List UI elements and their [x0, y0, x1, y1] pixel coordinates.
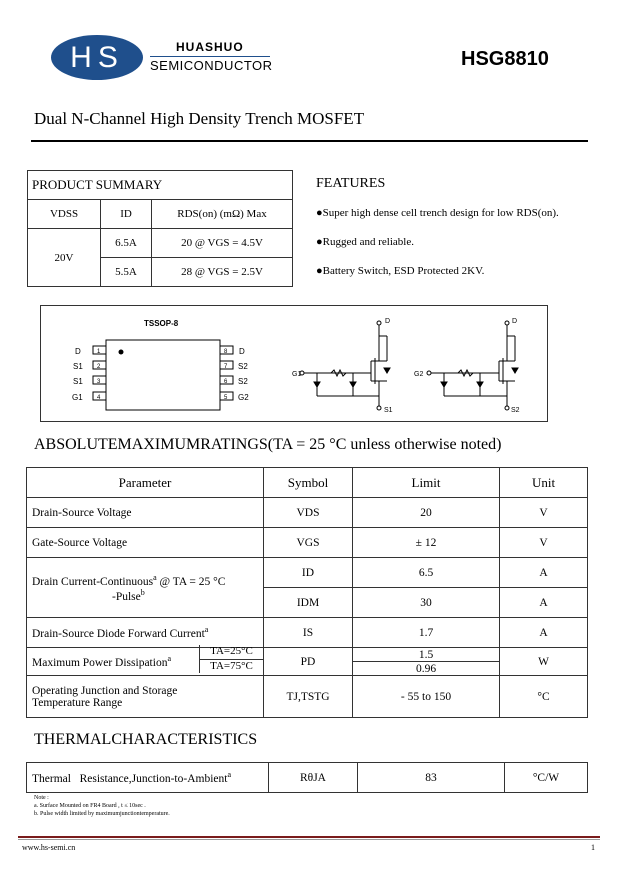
col-symbol: Symbol: [264, 468, 353, 498]
pin-num: 5: [224, 395, 228, 401]
limit-cell: 6.5: [353, 558, 500, 588]
limit-cell: 1.5: [353, 648, 500, 662]
param-cell: [27, 676, 264, 718]
product-summary-table: [27, 170, 293, 287]
unit-cell: V: [500, 528, 588, 558]
pin-label: S1: [73, 377, 83, 386]
note-a: a. Surface Mounted on FR4 Board , t ≤ 10sec .: [34, 803, 146, 809]
id-value: 6.5A: [101, 229, 152, 258]
pin1-dot: [119, 350, 124, 355]
pin-num: 2: [97, 364, 101, 370]
note-ref: a: [227, 770, 232, 780]
schem-label: S1: [384, 407, 393, 414]
symbol-cell: RθJA: [269, 763, 358, 793]
unit-cell: A: [500, 558, 588, 588]
symbol-cell: TJ,TSTG: [264, 676, 353, 718]
pin-num: 1: [97, 349, 101, 355]
param-cell: [27, 763, 269, 793]
schem-label: D: [512, 318, 518, 325]
symbol-cell: VGS: [264, 528, 353, 558]
param-text: Drain-Source Diode Forward Current: [32, 627, 205, 640]
abs-max-heading: ABSOLUTEMAXIMUMRATINGS(TA = 25 °C unless otherwise noted): [34, 436, 502, 453]
symbol-cell: PD: [264, 648, 353, 676]
param-text: Temperature Range: [32, 696, 123, 709]
right-pins: [220, 346, 249, 402]
schem-label: S2: [511, 407, 520, 414]
param-text: Operating Junction and Storage: [32, 684, 178, 697]
note-ref: a: [153, 572, 157, 582]
param-cell: [27, 618, 264, 648]
abs-max-table: [26, 467, 588, 718]
param-cell: Drain-Source Voltage: [27, 498, 264, 528]
unit-cell: °C: [500, 676, 588, 718]
param-text: Maximum Power Dissipation: [32, 656, 168, 669]
part-number: HSG8810: [461, 48, 549, 70]
unit-cell: A: [500, 618, 588, 648]
page-number: 1: [591, 843, 595, 852]
pin-num: 4: [97, 395, 101, 401]
param-text: -Pulse: [112, 590, 141, 603]
left-pins: [72, 346, 106, 402]
pin-label: S1: [73, 362, 83, 371]
ic-body: [106, 340, 220, 410]
mosfet-schematic-2: [427, 321, 518, 410]
limit-cell: 30: [353, 588, 500, 618]
thermal-heading: THERMALCHARACTERISTICS: [34, 731, 258, 748]
feature-item: ●Super high dense cell trench design for low RDS(on).: [316, 207, 559, 219]
limit-cell: ± 12: [353, 528, 500, 558]
pin-num: 3: [97, 379, 101, 385]
pin-label: D: [75, 347, 81, 356]
limit-cell: 20: [353, 498, 500, 528]
rds-value: 28 @ VGS = 2.5V: [152, 258, 293, 287]
schem-label: D: [385, 318, 391, 325]
mosfet-schematic-1: [300, 321, 390, 410]
pd-condition: TA=25°C: [200, 645, 263, 660]
pin-num: 6: [224, 379, 228, 385]
note-ref: a: [167, 654, 172, 664]
unit-cell: A: [500, 588, 588, 618]
pin-label: S2: [238, 377, 248, 386]
pin-label: D: [239, 347, 245, 356]
symbol-cell: IDM: [264, 588, 353, 618]
schem-label: G1: [292, 371, 302, 378]
unit-cell: V: [500, 498, 588, 528]
footer-url[interactable]: www.hs-semi.cn: [22, 843, 76, 852]
package-name: TSSOP-8: [144, 319, 179, 328]
limit-cell: 83: [358, 763, 505, 793]
limit-cell: 0.96: [353, 662, 500, 676]
col-id: ID: [101, 200, 152, 229]
symbol-cell: IS: [264, 618, 353, 648]
thermal-table: [26, 762, 588, 793]
vdss-value: 20V: [28, 229, 101, 287]
param-cell: [27, 558, 264, 618]
param-cell: Gate-Source Voltage: [27, 528, 264, 558]
package-diagram-box: [40, 305, 548, 422]
col-rds: RDS(on) (mΩ) Max: [152, 200, 293, 229]
brand-name: HUASHUO: [176, 40, 244, 54]
col-unit: Unit: [500, 468, 588, 498]
schem-label: G2: [414, 371, 424, 378]
unit-cell: W: [500, 648, 588, 676]
limit-cell: - 55 to 150: [353, 676, 500, 718]
product-summary-heading: PRODUCT SUMMARY: [28, 171, 293, 200]
pd-conditions: [199, 645, 263, 673]
pin-label: G2: [238, 393, 249, 402]
symbol-cell: VDS: [264, 498, 353, 528]
note-ref: a: [204, 625, 209, 635]
note-label: Note :: [34, 795, 49, 801]
param-text: Drain Current-Continuous: [32, 575, 154, 588]
title-rule: [31, 140, 588, 142]
feature-item: ●Rugged and reliable.: [316, 236, 414, 248]
pin-label: G1: [72, 393, 83, 402]
rds-value: 20 @ VGS = 4.5V: [152, 229, 293, 258]
limit-cell: 1.7: [353, 618, 500, 648]
feature-item: ●Battery Switch, ESD Protected 2KV.: [316, 265, 485, 277]
brand-divider: [150, 56, 270, 57]
symbol-cell: ID: [264, 558, 353, 588]
col-vdss: VDSS: [28, 200, 101, 229]
col-limit: Limit: [353, 468, 500, 498]
package-diagram: [41, 306, 547, 421]
unit-cell: °C/W: [505, 763, 588, 793]
company-logo: [51, 35, 143, 80]
id-value: 5.5A: [101, 258, 152, 287]
col-parameter: Parameter: [27, 468, 264, 498]
document-title: Dual N-Channel High Density Trench MOSFET: [34, 109, 365, 128]
brand-subtitle: SEMICONDUCTOR: [150, 58, 273, 73]
pin-num: 7: [224, 364, 228, 370]
logo-text: HS: [70, 40, 124, 74]
note-ref: b: [140, 587, 145, 597]
param-condition: @ TA = 25 °C: [156, 575, 226, 588]
footer-rule: [18, 839, 600, 840]
pin-num: 8: [224, 349, 228, 355]
note-b: b. Pulse width limited by maximumjunctiontemperature.: [34, 811, 170, 817]
pd-condition: TA=75°C: [210, 660, 253, 672]
param-text: Thermal Resistance,Junction-to-Ambient: [32, 772, 228, 785]
features-heading: FEATURES: [316, 176, 386, 191]
pin-label: S2: [238, 362, 248, 371]
footer-rule: [18, 836, 600, 838]
